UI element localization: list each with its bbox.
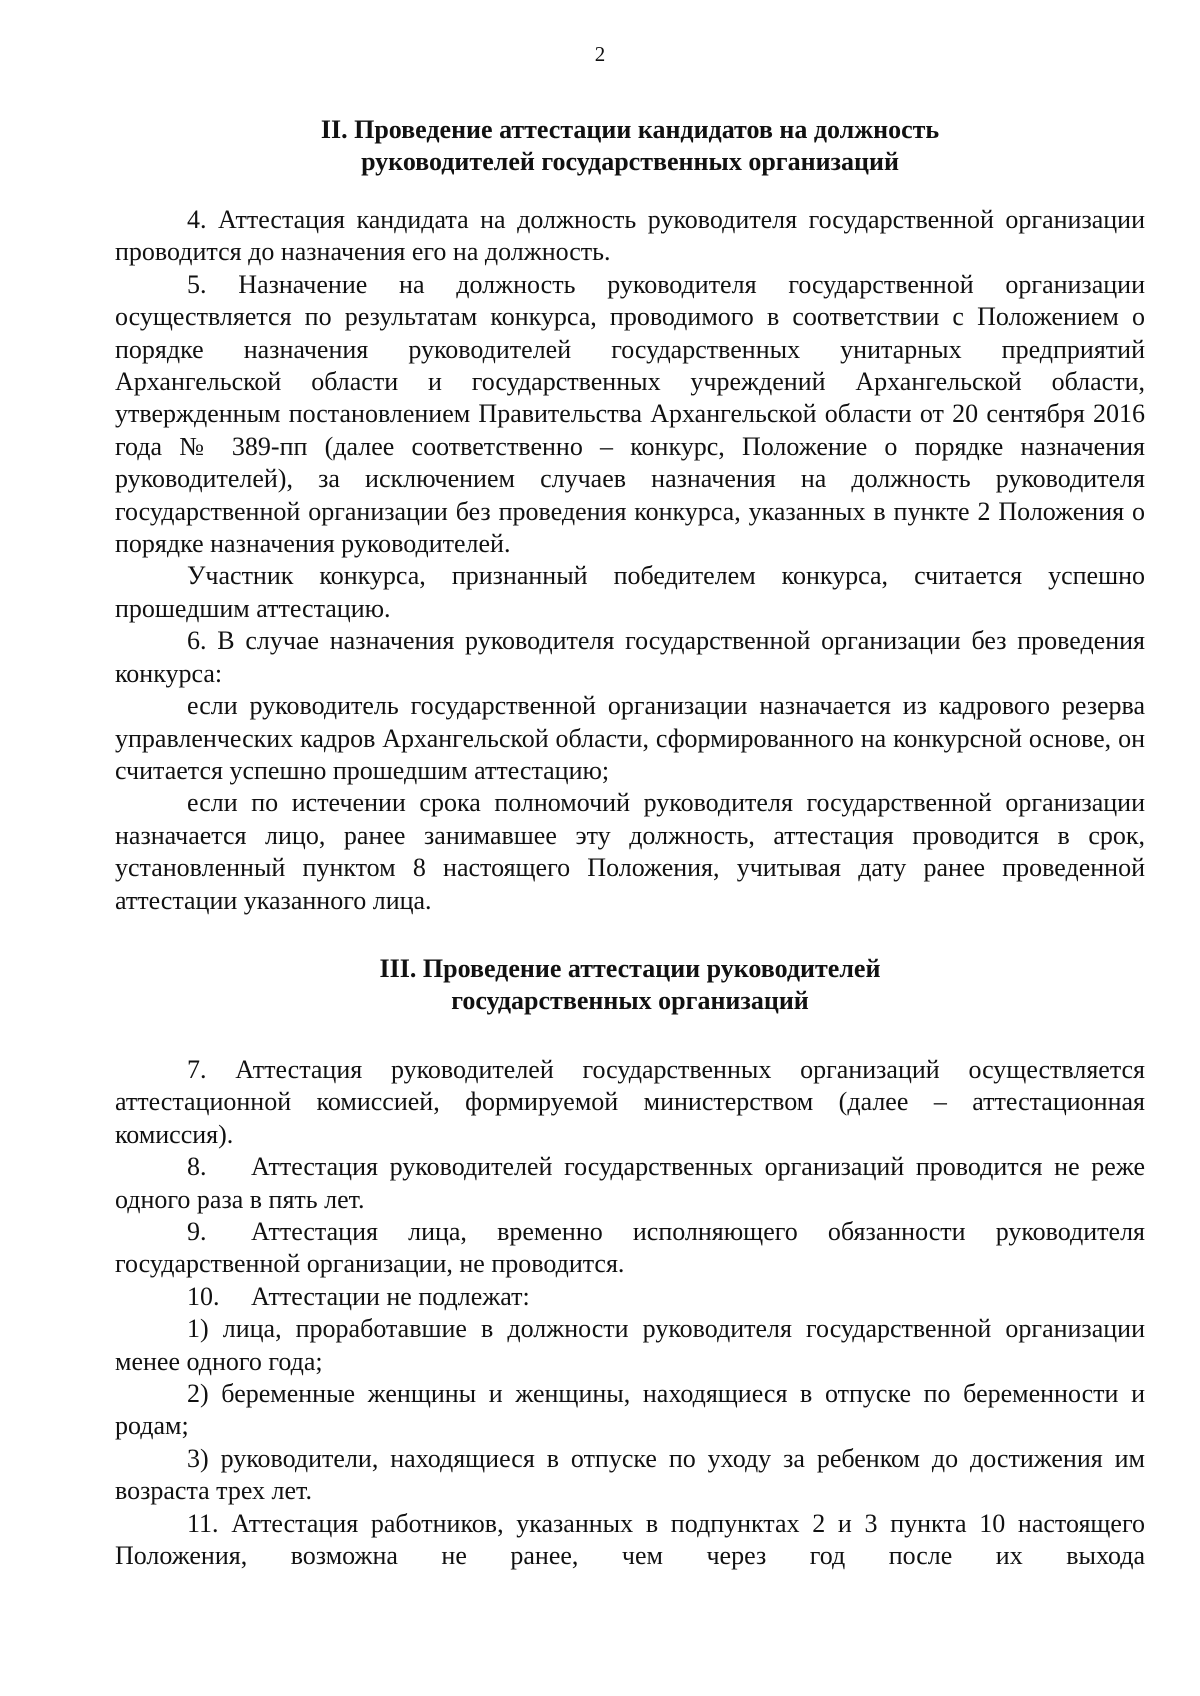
document-body [115, 114, 1145, 1572]
paragraph-6-reappointment: если по истечении срока полномочий руководителя государственной организации назначается лицо, ранее занимавшее эту должность, аттестация проводится в срок, установленный пунктом 8 настоящего Положения, учитывая дату ранее проведенной аттестации указанного лица. [115, 788, 1145, 915]
section-3-heading-line-2: государственных организаций [451, 985, 809, 1015]
paragraph-4: 4. Аттестация кандидата на должность руководителя государственной организации проводится до назначения его на должность. [115, 205, 1145, 267]
paragraph-9-number: 9. [187, 1216, 207, 1246]
paragraph-7: 7. Аттестация руководителей государственных организаций осуществляется аттестационной комиссией, формируемой министерством (далее – аттестационная комиссия). [115, 1054, 1145, 1149]
paragraph-10-item-2: 2) беременные женщины и женщины, находящиеся в отпуске по беременности и родам; [115, 1379, 1145, 1441]
paragraph-9-text: Аттестация лица, временно исполняющего обязанности руководителя государственной организации, не проводится. [115, 1216, 1145, 1279]
paragraph-11: 11. Аттестация работников, указанных в подпунктах 2 и 3 пункта 10 настоящего Положения, возможна не ранее, чем через год после их выхода [115, 1508, 1145, 1571]
paragraph-10-number: 10. [187, 1281, 220, 1311]
section-3-heading [115, 953, 1145, 1017]
paragraph-6-reserve: если руководитель государственной организации назначается из кадрового резерва управленческих кадров Архангельской области, сформированного на конкурсной основе, он считается успешно прошедшим аттестацию; [115, 691, 1145, 785]
page-number: 2 [594, 42, 606, 66]
section-2-heading-line-1: II. Проведение аттестации кандидатов на должность [320, 115, 940, 144]
section-3-heading-line-1: III. Проведение аттестации руководителей [379, 953, 881, 983]
section-2-heading [115, 114, 1145, 178]
paragraph-5: 5. Назначение на должность руководителя государственной организации осуществляется по результатам конкурса, проводимого в соответствии с Положением о порядке назначения руководителей государственных унитарных предприятий Архангельской области и государственных учреждений Архангельской области, утвержденным постановлением Правительства Архангельской области от 20 сентября 2016 года № 389-пп (далее соответственно – конкурс, Положение о порядке назначения руководителей), за исключением случаев назначения на должность руководителя государственной организации без проведения конкурса, указанных в пункте 2 Положения о порядке назначения руководителей. [115, 269, 1145, 559]
paragraph-8-text: Аттестация руководителей государственных организаций проводится не реже одного раза в пять лет. [115, 1152, 1145, 1214]
paragraph-8 [115, 1151, 1145, 1216]
paragraph-10-item-3: 3) руководители, находящиеся в отпуске по уходу за ребенком до достижения им возраста трех лет. [115, 1443, 1145, 1506]
paragraph-6: 6. В случае назначения руководителя государственной организации без проведения конкурса: [115, 626, 1145, 688]
paragraph-10-text: Аттестации не подлежат: [251, 1281, 530, 1311]
paragraph-10 [115, 1281, 1145, 1313]
paragraph-8-number: 8. [187, 1152, 207, 1182]
paragraph-9 [115, 1216, 1145, 1281]
paragraph-10-item-1: 1) лица, проработавшие в должности руководителя государственной организации менее одного года; [115, 1314, 1145, 1376]
paragraph-5-winner: Участник конкурса, признанный победителем конкурса, считается успешно прошедшим аттестацию. [115, 561, 1145, 623]
section-2-heading-line-2: руководителей государственных организаций [361, 147, 899, 176]
